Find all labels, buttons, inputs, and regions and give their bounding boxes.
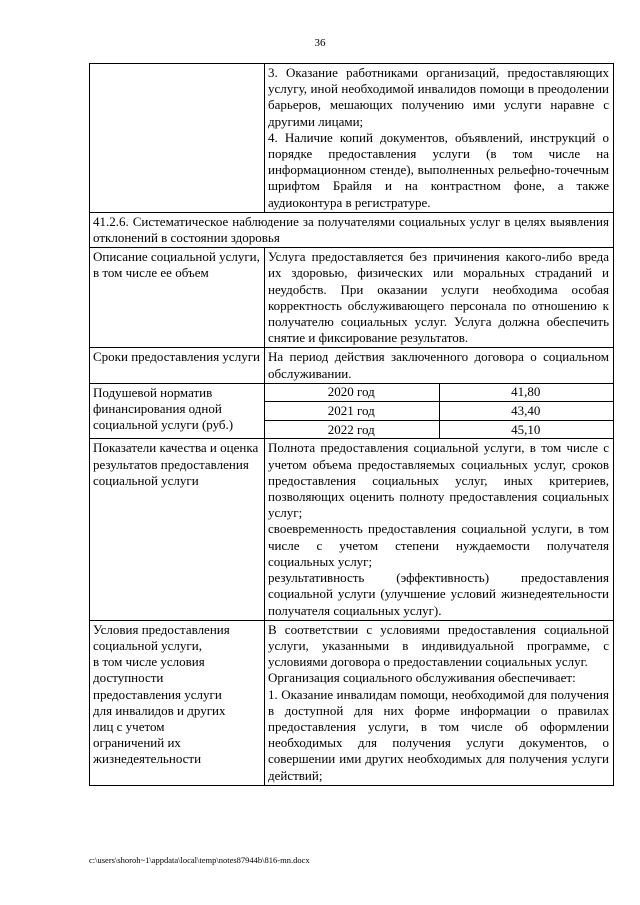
paragraph: Организация социального обслуживания обеспечивает: [268,670,576,686]
year-cell: 2020 год [265,383,439,402]
financing-cell [265,383,614,439]
financing-row [265,402,613,421]
value-cell: 43,40 [439,402,613,421]
row-label: Подушевой норматив финансирования одной социальной услуги (руб.) [90,383,265,439]
table-row [90,64,614,213]
empty-cell [90,64,265,213]
label-line: ограничений их [93,735,181,751]
year-cell: 2022 год [265,421,439,440]
label-line: в том числе условия [93,654,205,670]
service-table [89,63,614,786]
paragraph: Полнота предоставления социальной услуги, в том числе с учетом объема предоставляемых социальных услуг, сроков предоставления социальных услуг, иных критериев, позволяющих оценить полноту предоставления социальных услуг; [268,440,609,521]
row-label: Сроки предоставления услуги [90,348,265,383]
financing-row [265,421,613,440]
row-label [90,620,265,785]
paragraph: 1. Оказание инвалидам помощи, необходимой для получения в доступной для них форме информации о правилах предоставления услуги, в том числе об оформлении необходимых для получения услуги документов, о совершении ими других необходимых для получения услуги действий; [268,686,609,783]
year-cell: 2021 год [265,402,439,421]
financing-table [265,383,613,440]
table-row [90,212,614,247]
table-row [90,620,614,785]
label-line: для инвалидов и других [93,702,226,718]
paragraph: своевременность предоставления социальной услуги, в том числе с учетом степени нуждаемости получателя социальных услуг; [268,521,609,569]
row-label: Описание социальной услуги, в том числе ее объем [90,248,265,348]
label-line: жизнедеятельности [93,751,202,767]
table-row [90,248,614,348]
paragraph: В соответствии с условиями предоставления социальной услуги, указанными в индивидуальной программе, с условиями договора о предоставлении социальных услуг. [268,621,609,670]
description-text: Услуга предоставляется без причинения какого-либо вреда их здоровью, физических или моральных страданий и неудобств. При оказании услуги необходима особая корректность обслуживающего персонала по отношению к получателю социальных услуг. Услуга должна обеспечить снятие и фиксирование результатов. [265,248,614,348]
value-cell: 41,80 [439,383,613,402]
financing-row [265,383,613,402]
footer-file-path: c:\users\shoroh~1\appdata\local\temp\notes87944b\816-mn.docx [89,855,310,865]
value-cell: 45,10 [439,421,613,440]
accessibility-continued-cell [265,64,614,213]
page-number: 36 [314,37,326,49]
conditions-cell [265,620,614,785]
terms-text: На период действия заключенного договора о социальном обслуживании. [265,348,614,383]
label-line: предоставления услуги [93,686,222,702]
label-line: Условия предоставления [93,621,230,637]
paragraph: 3. Оказание работниками организаций, предоставляющих услугу, иной необходимой инвалидов помощи в преодолении барьеров, мешающих получению ими услуги наравне с другими лицами; [268,65,609,129]
table-row [90,348,614,383]
quality-cell [265,439,614,620]
table-row [90,383,614,439]
label-line: лиц с учетом [93,718,165,734]
table-row [90,439,614,620]
label-line: доступности [93,670,164,686]
section-title: 41.2.6. Систематическое наблюдение за получателями социальных услуг в целях выявления отклонений в состоянии здоровья [90,212,614,247]
row-label: Показатели качества и оценка результатов предоставления социальной услуги [90,439,265,620]
label-line: социальной услуги, [93,637,202,653]
paragraph: результативность (эффективность) предоставления социальной услуги (улучшение условий жизнедеятельности получателя социальных услуг). [268,570,609,618]
paragraph: 4. Наличие копий документов, объявлений, инструкций о порядке предоставления услуги (в том числе на информационном стенде), выполненных рельефно-точечным шрифтом Брайля и на контрастном фоне, а также аудиоконтура в регистратуре. [268,129,609,210]
